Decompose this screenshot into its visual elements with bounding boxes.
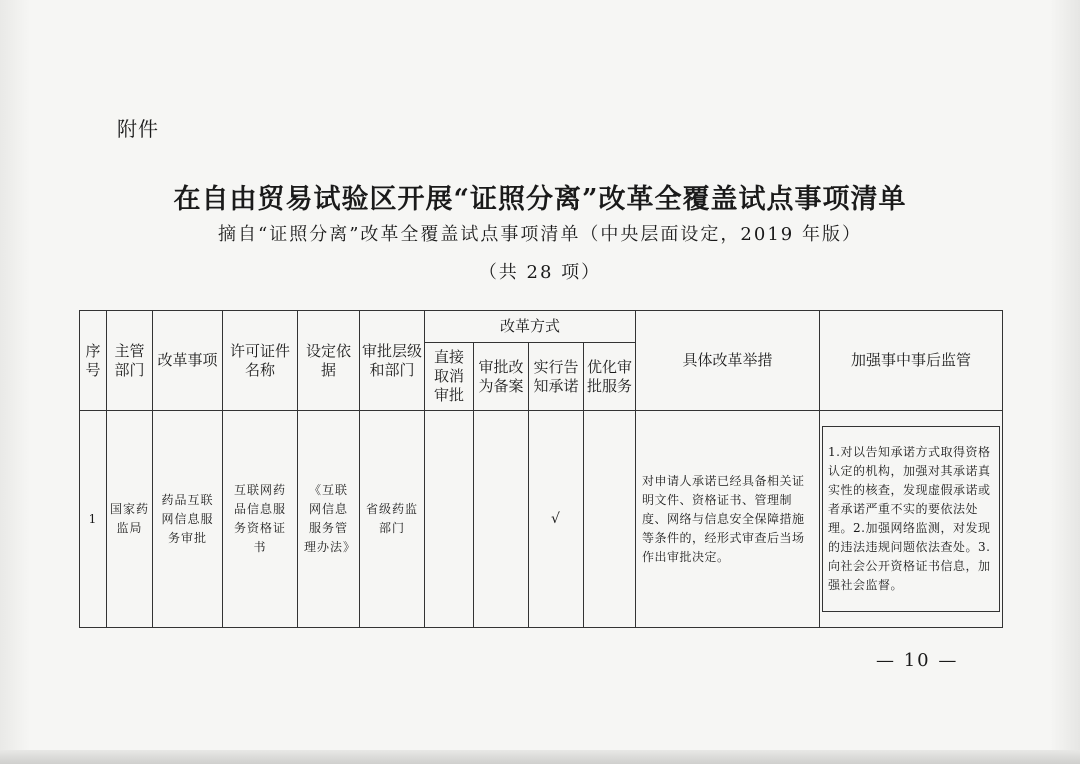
- row-cancel: [425, 411, 474, 628]
- header-supervision: 加强事中事后监管: [820, 311, 1003, 411]
- supervision-box: [822, 426, 1000, 612]
- header-optimize: 优化审批服务: [584, 343, 636, 411]
- table-row: [80, 411, 1003, 628]
- row-item: 药品互联网信息服务审批: [153, 411, 223, 628]
- attachment-label: 附件: [117, 117, 159, 141]
- row-seq: 1: [80, 411, 107, 628]
- items-table: [79, 310, 1003, 628]
- row-supervision-cell: [820, 411, 1003, 628]
- page-number: — 10 —: [876, 650, 959, 671]
- header-basis: 设定依据: [298, 311, 360, 411]
- header-level: 审批层级和部门: [360, 311, 425, 411]
- document-title: 在自由贸易试验区开展“证照分离”改革全覆盖试点事项清单: [173, 184, 907, 215]
- row-level: 省级药监部门: [360, 411, 425, 628]
- header-filing: 审批改为备案: [474, 343, 529, 411]
- row-dept: 国家药监局: [107, 411, 153, 628]
- row-notify-check: √: [529, 411, 584, 628]
- header-reform-group: 改革方式: [425, 311, 636, 343]
- header-cancel: 直接取消审批: [425, 343, 474, 411]
- item-count: （共 28 项）: [478, 262, 602, 283]
- row-basis: 《互联网信息服务管理办法》: [298, 411, 360, 628]
- page-bottom-edge: [0, 750, 1080, 764]
- row-measures: 对申请人承诺已经具备相关证明文件、资格证书、管理制度、网络与信息安全保障措施等条件的，经形式审查后当场作出审批决定。: [636, 411, 820, 628]
- header-seq: 序号: [80, 311, 107, 411]
- row-optimize: [584, 411, 636, 628]
- row-license: 互联网药品信息服务资格证书: [223, 411, 298, 628]
- row-filing: [474, 411, 529, 628]
- table-header-row: [80, 311, 1003, 343]
- header-item: 改革事项: [153, 311, 223, 411]
- header-dept: 主管部门: [107, 311, 153, 411]
- row-supervision: 1.对以告知承诺方式取得资格认定的机构，加强对其承诺真实性的核查，发现虚假承诺或者承诺严重不实的要依法处理。2.加强网络监测，对发现的违法违规问题依法查处。3.向社会公开资格证书信息，加强社会监督。: [828, 445, 991, 592]
- header-notify: 实行告知承诺: [529, 343, 584, 411]
- document-subtitle: 摘自“证照分离”改革全覆盖试点事项清单（中央层面设定，2019 年版）: [218, 224, 862, 245]
- header-license: 许可证件名称: [223, 311, 298, 411]
- header-measures: 具体改革举措: [636, 311, 820, 411]
